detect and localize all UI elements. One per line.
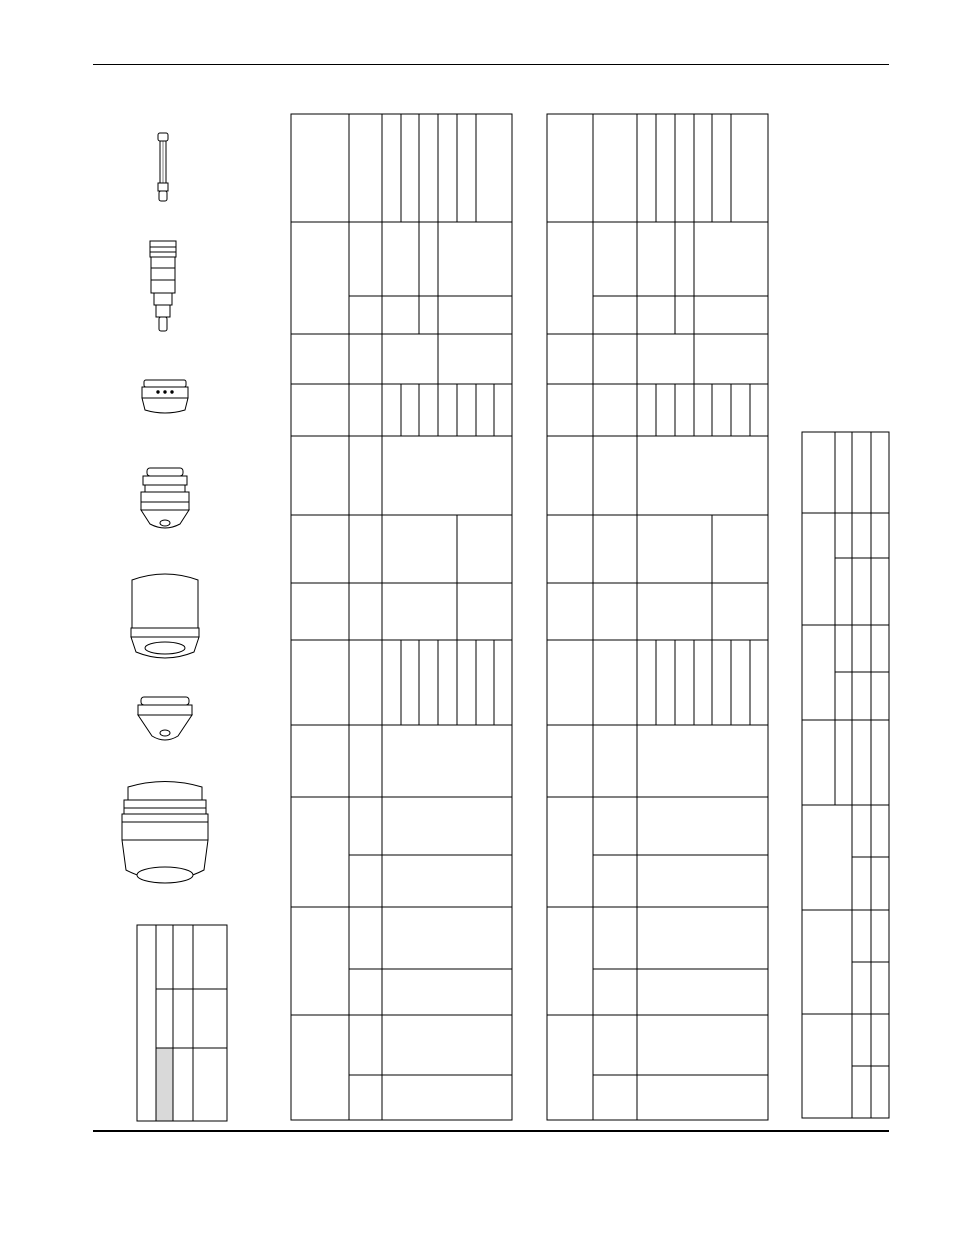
consumables-table-a <box>291 114 512 1120</box>
legend-table <box>137 925 227 1121</box>
side-table <box>802 432 889 1118</box>
legend-shaded-cell <box>156 1048 173 1121</box>
consumables-table-b <box>547 114 768 1120</box>
